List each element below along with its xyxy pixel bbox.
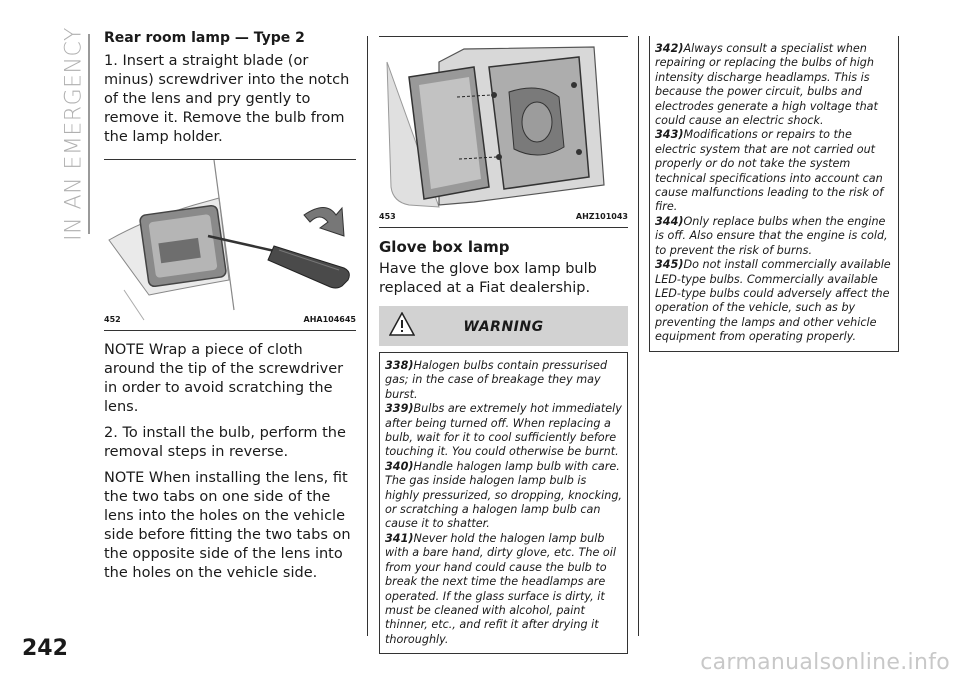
warning-item — [655, 215, 893, 258]
warning-item — [385, 402, 622, 460]
glove-box-lamp-heading: Glove box lamp — [379, 238, 510, 256]
warning-text: Bulbs are extremely hot immediately after being turned off. When replacing a bulb, wait for it to cool sufficiently before touching it. You could otherwise be burnt. — [385, 402, 622, 459]
warning-title: WARNING — [463, 319, 544, 335]
figure-452-caption — [104, 315, 356, 327]
warning-list-continued — [649, 36, 899, 352]
warning-number: 344) — [655, 214, 684, 228]
warning-text: Handle halogen lamp bulb with care. The gas inside halogen lamp bulb is highly pressurized, so dropping, knocking, or scratching a halogen lamp bulb can cause it to shatter. — [385, 459, 622, 531]
figure-number: 452 — [104, 315, 121, 324]
note-2-text: NOTE When installing the lens, fit the two tabs on one side of the lens into the holes on the vehicle side before fitting the two tabs on the opposite side of the lens into the holes on the vehicle side. — [104, 470, 351, 581]
rear-room-lamp-heading: Rear room lamp — Type 2 — [104, 30, 305, 46]
column-2 — [379, 36, 628, 654]
figure-code: AHZ101043 — [575, 212, 628, 221]
step-1-text: 1. Insert a straight blade (or minus) screwdriver into the notch of the lens and pry gently to remove it. Remove the bulb from the lamp holder. — [104, 53, 350, 145]
warning-item — [385, 460, 622, 532]
column-3 — [649, 36, 899, 352]
warning-number: 338) — [385, 359, 414, 372]
side-tab-rule — [88, 34, 90, 234]
warning-text: Do not install commercially available LED-type bulbs. Commercially available LED-type bulbs could adversely affect the operation of the vehicle, such as by preventing the lamps and other vehicle equipment from operating properly. — [655, 258, 891, 344]
note-1-text: NOTE Wrap a piece of cloth around the tip of the screwdriver in order to avoid scratching the lens. — [104, 342, 344, 415]
warning-text: Never hold the halogen lamp bulb with a bare hand, dirty glove, etc. The oil from your hand could cause the bulb to break the next time the headlamps are operated. If the glass surface is dirty, it must be cleaned with alcohol, paint thinner, etc., and refit it after drying it thoroughly. — [385, 531, 616, 646]
warning-text: Halogen bulbs contain pressurised gas; in the case of breakage they may burst. — [385, 359, 608, 401]
warning-item — [655, 42, 893, 128]
section-side-tab — [60, 27, 88, 241]
warning-number: 345) — [655, 258, 684, 272]
warning-text: Modifications or repairs to the electric system that are not carried out properly or do not take the system technical specifications into account can cause malfunctions leading to the risk of fire. — [655, 128, 884, 214]
figure-code: AHA104645 — [303, 315, 356, 324]
figure-453 — [379, 36, 628, 228]
glove-box-lamp-text: Have the glove box lamp bulb replaced at a Fiat dealership. — [379, 261, 597, 296]
rear-room-lamp-illustration — [104, 160, 356, 332]
section-title: IN AN EMERGENCY — [61, 27, 87, 241]
warning-number: 343) — [655, 128, 684, 142]
warning-list — [379, 352, 628, 654]
glove-box-lamp-illustration — [379, 37, 628, 229]
column-divider-1 — [367, 36, 368, 636]
figure-number: 453 — [379, 212, 396, 221]
column-divider-2 — [638, 36, 639, 636]
step-2-text: 2. To install the bulb, perform the removal steps in reverse. — [104, 425, 346, 460]
warning-item — [655, 128, 893, 214]
warning-text: Only replace bulbs when the engine is off. Also ensure that the engine is cold, to prevent the risk of burns. — [655, 214, 888, 257]
warning-text: Always consult a specialist when repairing or replacing the bulbs of high intensity discharge headlamps. This is because the power circuit, bulbs and electrodes generate a high voltage that could cause an electric shock. — [655, 42, 878, 128]
warning-item — [655, 258, 893, 344]
figure-452 — [104, 159, 356, 331]
figure-453-caption — [379, 212, 628, 224]
warning-number: 339) — [385, 402, 414, 416]
warning-number: 341) — [385, 531, 414, 545]
column-1 — [104, 30, 356, 590]
watermark[interactable]: carmanualsonline.info — [700, 650, 950, 675]
warning-item — [385, 359, 622, 402]
page-number: 242 — [22, 636, 68, 661]
warning-header — [379, 306, 628, 346]
warning-item — [385, 532, 622, 647]
warning-number: 342) — [655, 42, 684, 55]
warning-number: 340) — [385, 459, 414, 473]
